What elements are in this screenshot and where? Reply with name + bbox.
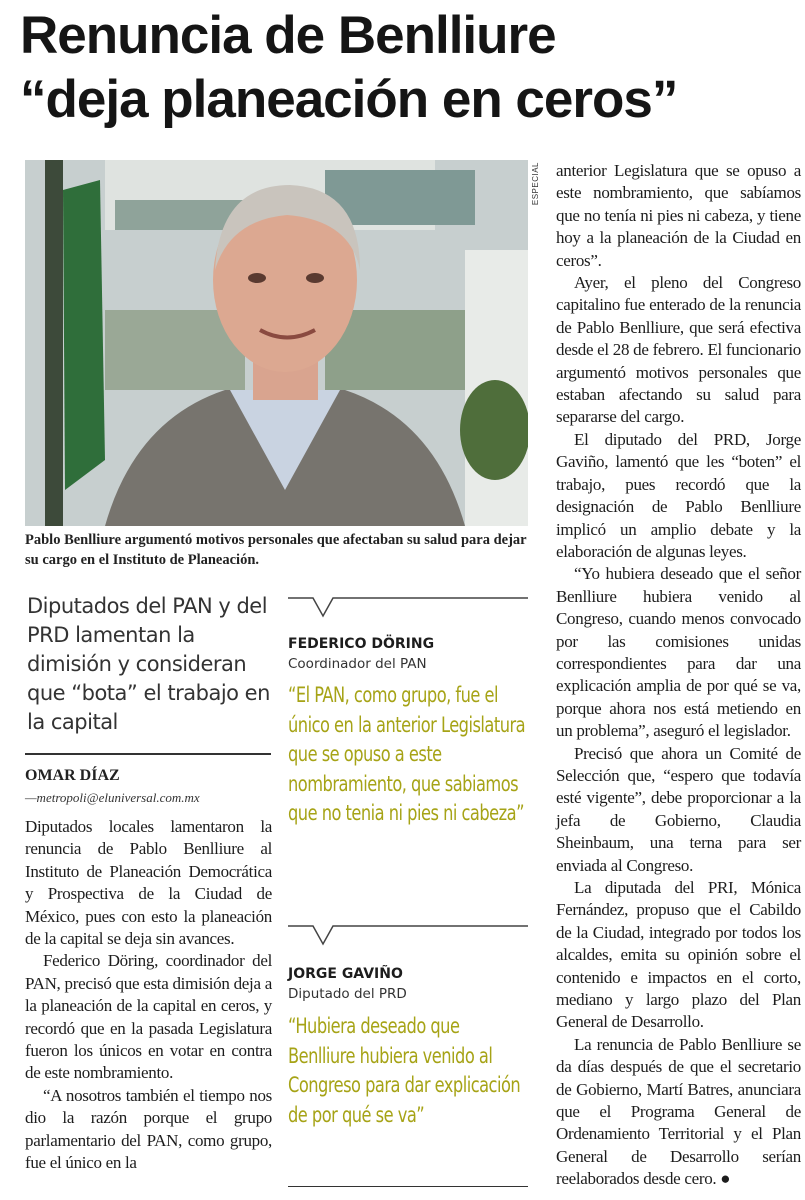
paragraph: La diputada del PRI, Mónica Fernández, propuso que el Cabildo de la Ciudad, integrado por todos los alcaldes, emita su opinión sobre el contenido e impactos en el corto, mediano y largo plazo del Plan General de Desarrollo.	[556, 878, 801, 1032]
paragraph: El diputado del PRD, Jorge Gaviño, lamentó que les “boten” el trabajo, pues recordó que la designación de Pablo Benlliure implicó un amplio debate y la elaboración de algunas leyes.	[556, 429, 801, 561]
quote-speaker-role: Coordinador del PAN	[288, 656, 427, 672]
paragraph: anterior Legislatura que se opuso a este nombramiento, que sabíamos que no tenía ni pies ni cabeza, y tiene hoy a la planeación de la Ciudad en ceros”.	[556, 161, 801, 270]
quote-divider-chevron-icon	[288, 590, 528, 620]
paragraph: Precisó que ahora un Comité de Selección que, “espero que todavía esté vigente”, debe proporcionar a la jefa de Gobierno, Claudia Sheinbaum, una terna para ser enviada al Congreso.	[556, 743, 801, 875]
article-subhead: Diputados del PAN y del PRD lamentan la dimisión y consideran que “bota” el trabajo en la capital	[27, 594, 270, 734]
paragraph: Diputados locales lamentaron la renuncia de Pablo Benlliure al Instituto de Planeación Democrática y Prospectiva de la Ciudad de México, pues con esto la planeación de la capital se deja sin avances.	[25, 817, 272, 949]
article-photo	[25, 160, 528, 526]
headline-line-1: Renuncia de Benlliure	[20, 6, 556, 65]
quote-speaker-name: FEDERICO DÖRING	[288, 636, 435, 652]
quote-divider-chevron-icon	[288, 918, 528, 948]
paragraph: Ayer, el pleno del Congreso capitalino fue enterado de la renuncia de Pablo Benlliure, que será efectiva desde el 28 de febrero. El funcionario argumentó motivos personales que estaban afectando su salud para separarse del cargo.	[556, 273, 801, 427]
paragraph: La renuncia de Pablo Benlliure se da días después de que el secretario de Gobierno, Martí Batres, anunciara que el Programa General de Ordenamiento Territorial y el Plan General de Desarrollo serían reelaborados desde cero. ●	[556, 1034, 801, 1189]
pull-quote: “Hubiera deseado que Benlliure hubiera venido al Congreso para dar explicación de por qué se va”	[288, 1014, 521, 1127]
photo-credit: ESPECIAL	[531, 162, 540, 206]
headline	[20, 4, 800, 132]
body-column-right	[556, 160, 801, 1191]
byline-divider	[25, 753, 271, 755]
paragraph: “A nosotros también el tiempo nos dio la razón porque el grupo parlamentario del PAN, como grupo, fue el único en la	[25, 1085, 272, 1173]
byline-author: OMAR DÍAZ	[25, 767, 120, 784]
paragraph: Federico Döring, coordinador del PAN, precisó que esta dimisión deja a la planeación de la capital en ceros, y recordó que en la pasada Legislatura fueron los únicos en votar en contra de este nombramiento.	[25, 951, 272, 1083]
quote-speaker-role: Diputado del PRD	[288, 986, 407, 1002]
body-column-left	[25, 816, 272, 1175]
paragraph: “Yo hubiera deseado que el señor Benlliure hubiera venido al Congreso, cuando menos convocado por las comisiones unidas correspondientes para dar una explicación amplia de por qué se va, porque ahora nos está metiendo en un problema”, aseguró el legislador.	[556, 564, 801, 741]
photo-caption: Pablo Benlliure argumentó motivos personales que afectaban su salud para dejar su cargo en el Instituto de Planeación.	[25, 532, 527, 568]
byline-email: —metropoli@eluniversal.com.mx	[25, 790, 200, 805]
headline-line-2: “deja planeación en ceros”	[20, 70, 678, 129]
pull-quote: “El PAN, como grupo, fue el único en la anterior Legislatura que se opuso a este nombramiento, que sabiamos que no tenia ni pies ni cabeza”	[288, 683, 526, 825]
quote-speaker-name: JORGE GAVIÑO	[288, 966, 403, 982]
quote-bottom-divider	[288, 1186, 528, 1187]
portrait-illustration	[25, 160, 528, 526]
